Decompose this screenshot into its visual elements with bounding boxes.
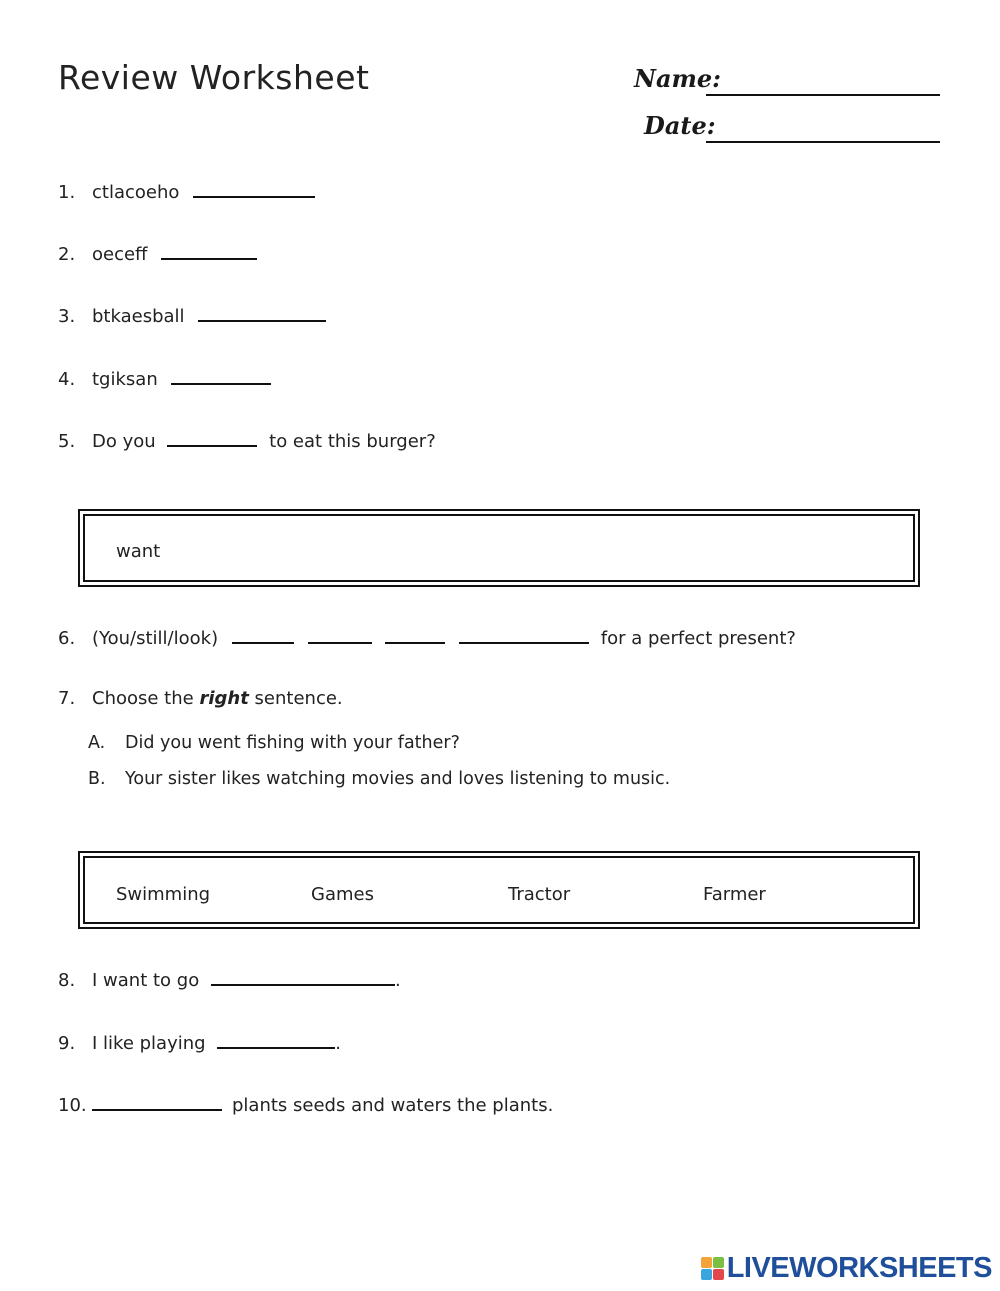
question-text-after: sentence.: [254, 688, 343, 709]
logo-icon: [701, 1257, 724, 1280]
option-text: Your sister likes watching movies and loves listening to music.: [125, 769, 671, 789]
question-6: [58, 624, 796, 649]
emphasis-word: right: [199, 688, 249, 709]
word-box-1: [78, 509, 920, 587]
answer-blank-6c[interactable]: [385, 624, 445, 644]
question-8: [58, 966, 401, 991]
question-9: [58, 1029, 341, 1054]
word-bank-item: Games: [311, 884, 374, 905]
question-number: 8.: [58, 970, 76, 991]
answer-blank-6d[interactable]: [459, 624, 589, 644]
question-text-before: Do you: [92, 431, 156, 452]
word-bank-item: Swimming: [116, 884, 211, 905]
logo-square: [701, 1269, 712, 1280]
question-number: 10.: [58, 1095, 87, 1116]
answer-blank-1[interactable]: [193, 178, 315, 198]
question-5: [58, 427, 436, 452]
question-text-before: Choose the: [92, 688, 194, 709]
option-letter: B.: [88, 769, 106, 789]
question-text-after: .: [335, 1033, 342, 1054]
question-text-after: for a perfect present?: [600, 628, 796, 649]
question-2: [58, 240, 257, 265]
question-text-before: (You/still/look): [92, 628, 219, 649]
logo-text: LIVEWORKSHEETS: [726, 1252, 992, 1284]
question-number: 3.: [58, 306, 76, 327]
question-1: [58, 178, 315, 203]
answer-blank-6a[interactable]: [232, 624, 294, 644]
question-text-before: I want to go: [92, 970, 200, 991]
question-3: [58, 302, 326, 327]
question-text-after: to eat this burger?: [269, 431, 436, 452]
option-text: Did you went fishing with your father?: [125, 733, 460, 753]
word-box-inner: [83, 856, 915, 924]
logo-square: [713, 1257, 724, 1268]
word-box-inner: [83, 514, 915, 582]
question-number: 6.: [58, 628, 76, 649]
answer-blank-5[interactable]: [167, 427, 257, 447]
worksheet-title: Review Worksheet: [58, 58, 370, 97]
logo-square: [713, 1269, 724, 1280]
question-4: [58, 365, 271, 390]
answer-blank-3[interactable]: [198, 302, 326, 322]
question-text-before: I like playing: [92, 1033, 206, 1054]
word-bank-item: want: [116, 541, 161, 562]
answer-blank-2[interactable]: [161, 240, 257, 260]
question-7: [58, 688, 343, 709]
option-letter: A.: [88, 733, 106, 753]
answer-blank-6b[interactable]: [308, 624, 372, 644]
name-label: Name:: [634, 64, 722, 93]
question-number: 5.: [58, 431, 76, 452]
question-10: [58, 1091, 553, 1116]
question-text: btkaesball: [92, 306, 185, 327]
liveworksheets-logo: [701, 1252, 992, 1285]
option-b[interactable]: [88, 769, 670, 789]
answer-blank-10[interactable]: [92, 1091, 222, 1111]
word-bank-item: Tractor: [508, 884, 571, 905]
word-bank-item: Farmer: [703, 884, 766, 905]
word-box-2: [78, 851, 920, 929]
question-number: 1.: [58, 182, 76, 203]
date-label: Date:: [644, 111, 716, 140]
name-field[interactable]: [706, 94, 940, 96]
logo-square: [701, 1257, 712, 1268]
question-number: 4.: [58, 369, 76, 390]
answer-blank-8[interactable]: [211, 966, 395, 986]
question-text-after: plants seeds and waters the plants.: [232, 1095, 554, 1116]
answer-blank-9[interactable]: [217, 1029, 335, 1049]
answer-blank-4[interactable]: [171, 365, 271, 385]
question-text: oeceff: [92, 244, 148, 265]
date-field[interactable]: [706, 141, 940, 143]
question-number: 9.: [58, 1033, 76, 1054]
question-text-after: .: [394, 970, 401, 991]
option-a[interactable]: [88, 733, 460, 753]
question-number: 2.: [58, 244, 76, 265]
question-number: 7.: [58, 688, 76, 709]
question-text: tgiksan: [92, 369, 158, 390]
question-text: ctlacoeho: [92, 182, 180, 203]
